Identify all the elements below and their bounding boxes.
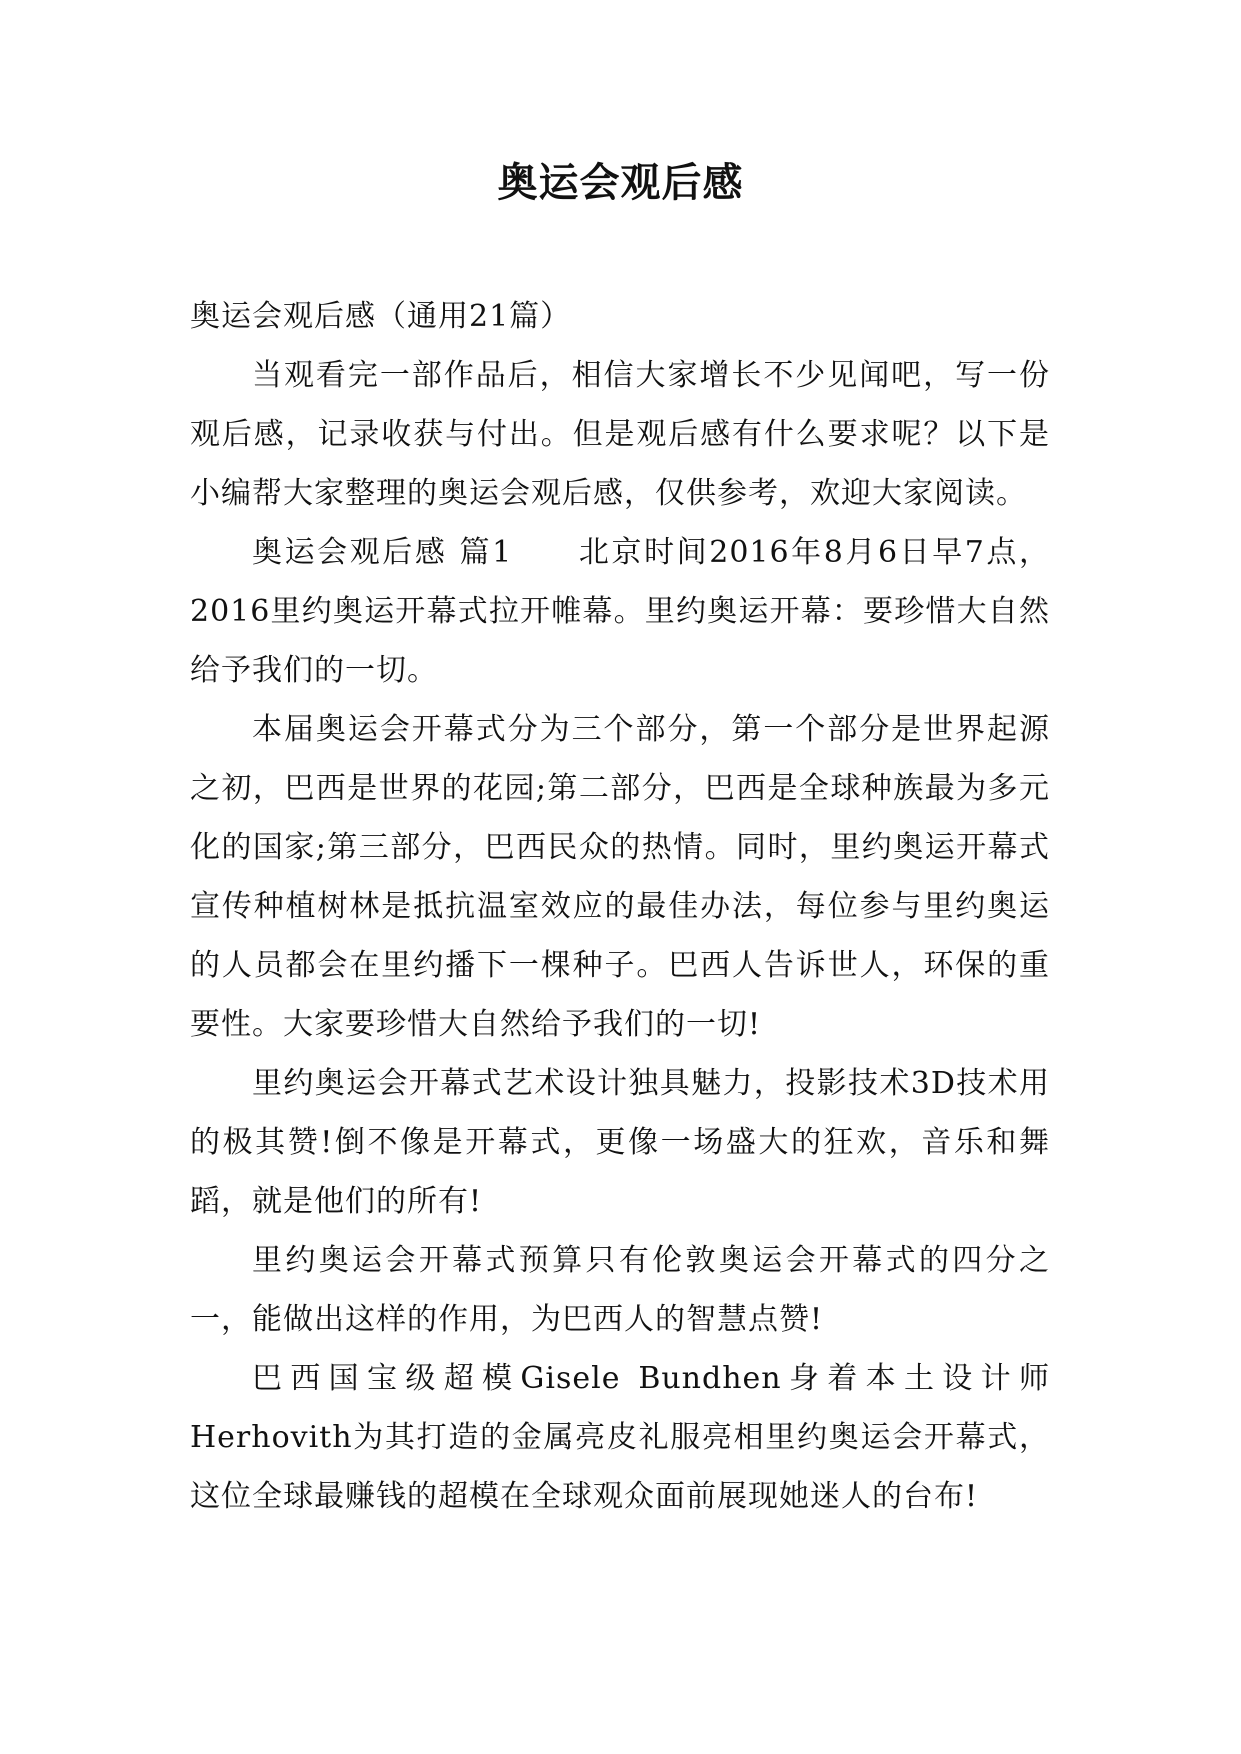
- document-body: [190, 287, 1050, 1526]
- document-subtitle: 奥运会观后感（通用21篇）: [190, 299, 572, 334]
- document-title: 奥运会观后感: [497, 160, 744, 206]
- intro-paragraph: 当观看完一部作品后，相信大家增长不少见闻吧，写一份观后感，记录收获与付出。但是观后感有什么要求呢？以下是小编帮大家整理的奥运会观后感，仅供参考，欢迎大家阅读。: [190, 358, 1050, 511]
- opening-ceremony-parts-paragraph: 本届奥运会开幕式分为三个部分，第一个部分是世界起源之初，巴西是世界的花园;第二部分，巴西是全球种族最为多元化的国家;第三部分，巴西民众的热情。同时，里约奥运开幕式宣传种植树林是抵抗温室效应的最佳办法，每位参与里约奥运的人员都会在里约播下一棵种子。巴西人告诉世人，环保的重要性。大家要珍惜大自然给予我们的一切!: [190, 712, 1050, 1042]
- article-1-opening-paragraph: 奥运会观后感 篇1 北京时间2016年8月6日早7点，2016里约奥运开幕式拉开帷幕。里约奥运开幕：要珍惜大自然给予我们的一切。: [190, 535, 1050, 688]
- supermodel-paragraph: 巴西国宝级超模Gisele Bundhen身着本土设计师Herhovith为其打造的金属亮皮礼服亮相里约奥运会开幕式，这位全球最赚钱的超模在全球观众面前展现她迷人的台布!: [190, 1361, 1050, 1514]
- art-design-paragraph: 里约奥运会开幕式艺术设计独具魅力，投影技术3D技术用的极其赞!倒不像是开幕式，更像一场盛大的狂欢，音乐和舞蹈，就是他们的所有!: [190, 1066, 1050, 1219]
- budget-paragraph: 里约奥运会开幕式预算只有伦敦奥运会开幕式的四分之一，能做出这样的作用，为巴西人的智慧点赞!: [190, 1243, 1050, 1337]
